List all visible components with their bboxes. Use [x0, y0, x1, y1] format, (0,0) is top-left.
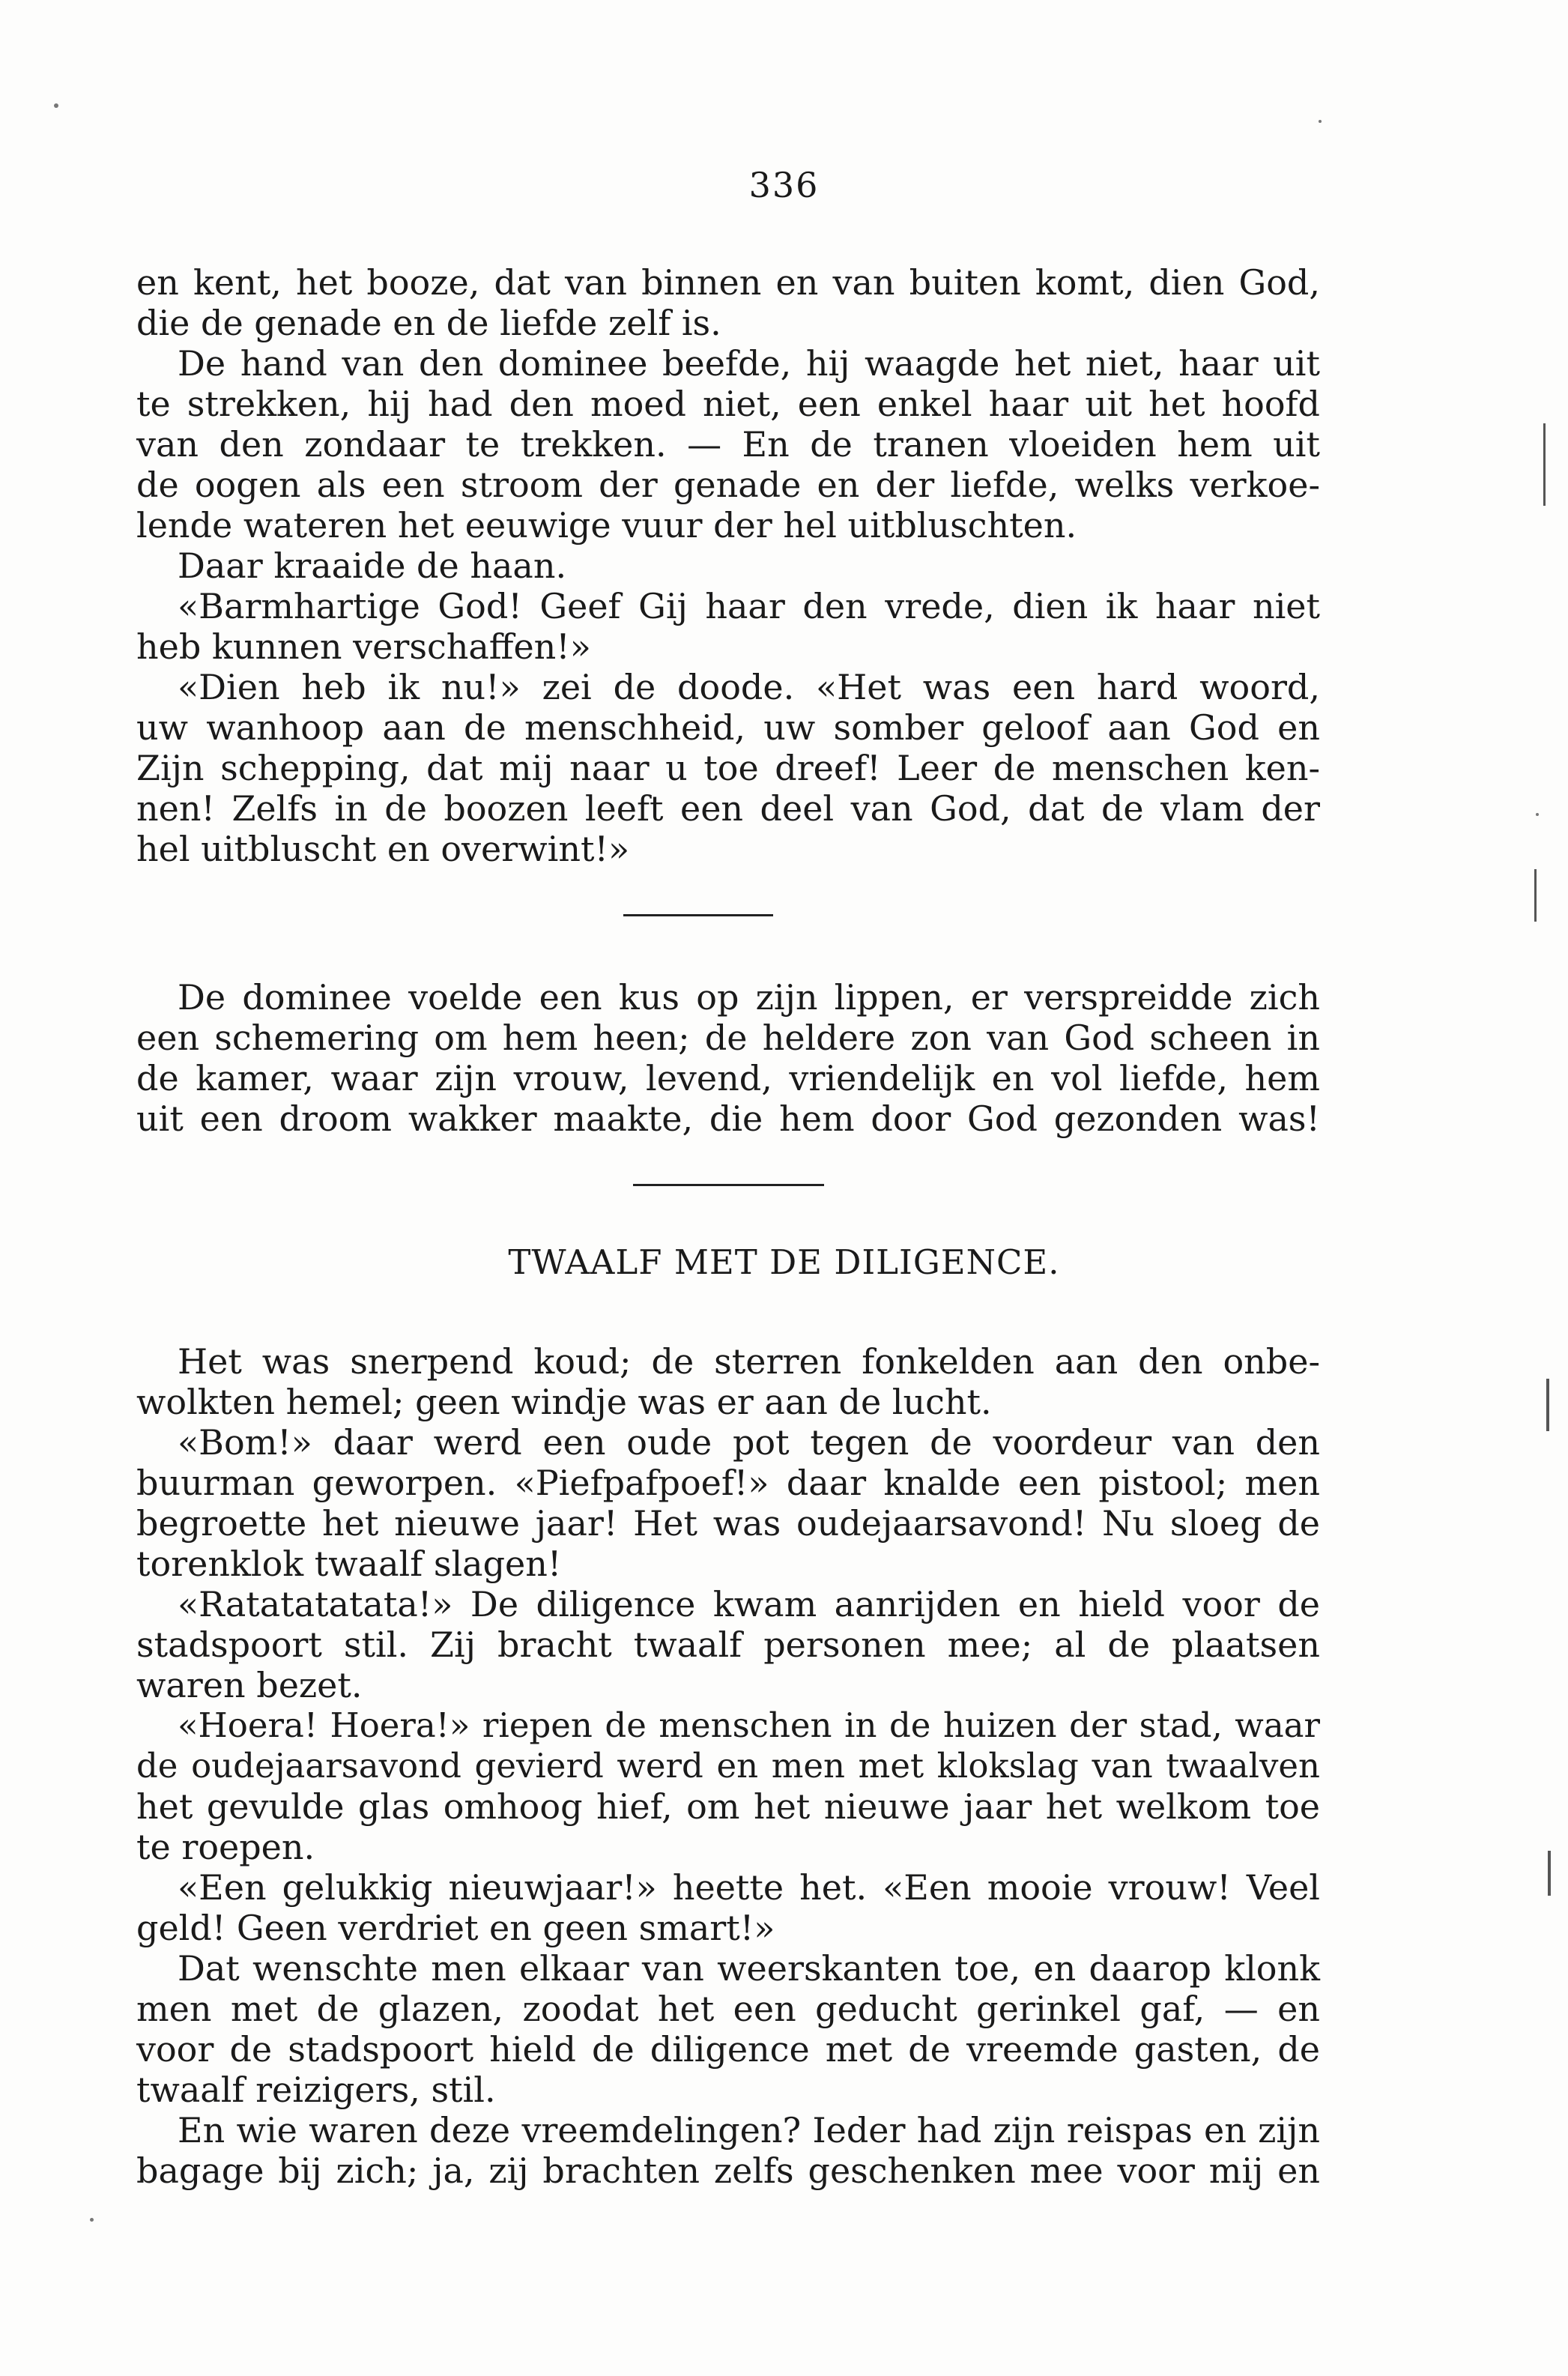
text-line: men met de glazen, zoodat het een geducht gerinkel gaf, — en [136, 1989, 1320, 2029]
text-line: «Ratatatatata!» De diligence kwam aanrijden en hield voor de [178, 1584, 1320, 1624]
text-line: geld! Geen verdriet en geen smart!» [136, 1908, 775, 1948]
text-line: torenklok twaalf slagen! [136, 1544, 562, 1584]
text-line: Zijn schepping, dat mij naar u toe dreef! Leer de menschen ken- [136, 748, 1320, 788]
chapter-title: TWAALF MET DE DILIGENCE. [508, 1242, 1060, 1282]
scan-edge-mark [1543, 423, 1546, 506]
text-line: Daar kraaide de haan. [178, 545, 567, 586]
page-number: 336 [748, 165, 820, 205]
text-line: nen! Zelfs in de boozen leeft een deel van God, dat de vlam der [136, 788, 1320, 829]
text-line: «Bom!» daar werd een oude pot tegen de voordeur van den [178, 1422, 1320, 1463]
text-line: En wie waren deze vreemdelingen? Ieder had zijn reispas en zijn [178, 2110, 1320, 2150]
scan-speck [54, 103, 58, 108]
text-line: en kent, het booze, dat van binnen en van buiten komt, dien God, [136, 262, 1320, 303]
scan-speck [90, 2218, 94, 2222]
text-line: lende wateren het eeuwige vuur der hel uitbluschten. [136, 505, 1077, 545]
text-line: de oogen als een stroom der genade en der liefde, welks verkoe- [136, 465, 1320, 505]
scan-edge-mark [1534, 869, 1537, 922]
scan-edge-mark [1548, 1851, 1551, 1896]
section-divider-short [623, 914, 773, 916]
text-line: twaalf reizigers, stil. [136, 2070, 496, 2110]
text-line: van den zondaar te trekken. — En de tranen vloeiden hem uit [136, 424, 1320, 465]
text-line: Dat wenschte men elkaar van weerskanten toe, en daarop klonk [178, 1948, 1320, 1989]
text-line: de kamer, waar zijn vrouw, levend, vriendelijk en vol liefde, hem [136, 1058, 1320, 1098]
text-line: De dominee voelde een kus op zijn lippen, er verspreidde zich [178, 977, 1320, 1018]
text-block-dominee-wakes [136, 977, 1320, 1139]
text-line: buurman geworpen. «Piefpafpoef!» daar knalde een pistool; men [136, 1463, 1320, 1503]
text-line: het gevulde glas omhoog hief, om het nieuwe jaar het welkom toe [136, 1786, 1320, 1827]
text-line: «Een gelukkig nieuwjaar!» heette het. «Een mooie vrouw! Veel [178, 1867, 1320, 1908]
text-line: bagage bij zich; ja, zij brachten zelfs geschenken mee voor mij en [136, 2150, 1320, 2191]
text-line: uw wanhoop aan de menschheid, uw somber geloof aan God en [136, 707, 1320, 748]
text-line: uit een droom wakker maakte, die hem door God gezonden was! [136, 1098, 1320, 1139]
text-line: begroette het nieuwe jaar! Het was oudejaarsavond! Nu sloeg de [136, 1503, 1320, 1544]
text-line: heb kunnen verschaffen!» [136, 626, 591, 667]
text-line: waren bezet. [136, 1665, 363, 1705]
text-line: te strekken, hij had den moed niet, een enkel haar uit het hoofd [136, 384, 1320, 424]
text-line: stadspoort stil. Zij bracht twaalf personen mee; al de plaatsen [136, 1624, 1320, 1665]
scan-speck [1319, 120, 1322, 123]
text-line: «Dien heb ik nu!» zei de doode. «Het was een hard woord, [178, 667, 1320, 707]
text-line: wolkten hemel; geen windje was er aan de lucht. [136, 1382, 992, 1422]
text-line: «Hoera! Hoera!» riepen de menschen in de huizen der stad, waar [178, 1705, 1320, 1745]
text-line: «Barmhartige God! Geef Gij haar den vrede, dien ik haar niet [178, 586, 1320, 626]
text-line: hel uitbluscht en overwint!» [136, 829, 630, 869]
scan-edge-mark [1546, 1379, 1549, 1431]
text-block-twaalf-met-de-diligence [136, 1341, 1320, 2191]
text-line: die de genade en de liefde zelf is. [136, 303, 721, 343]
text-line: voor de stadspoort hield de diligence met de vreemde gasten, de [136, 2029, 1320, 2070]
text-line: de oudejaarsavond gevierd werd en men met klokslag van twaalven [136, 1746, 1320, 1786]
text-line: te roepen. [136, 1827, 315, 1867]
scan-speck [1536, 813, 1539, 816]
text-line: De hand van den dominee beefde, hij waagde het niet, haar uit [178, 343, 1320, 384]
text-line: een schemering om hem heen; de heldere zon van God scheen in [136, 1018, 1320, 1058]
text-line: Het was snerpend koud; de sterren fonkelden aan den onbe- [178, 1341, 1320, 1382]
chapter-divider [633, 1184, 824, 1186]
text-block-dead-woman-ending [136, 262, 1320, 869]
